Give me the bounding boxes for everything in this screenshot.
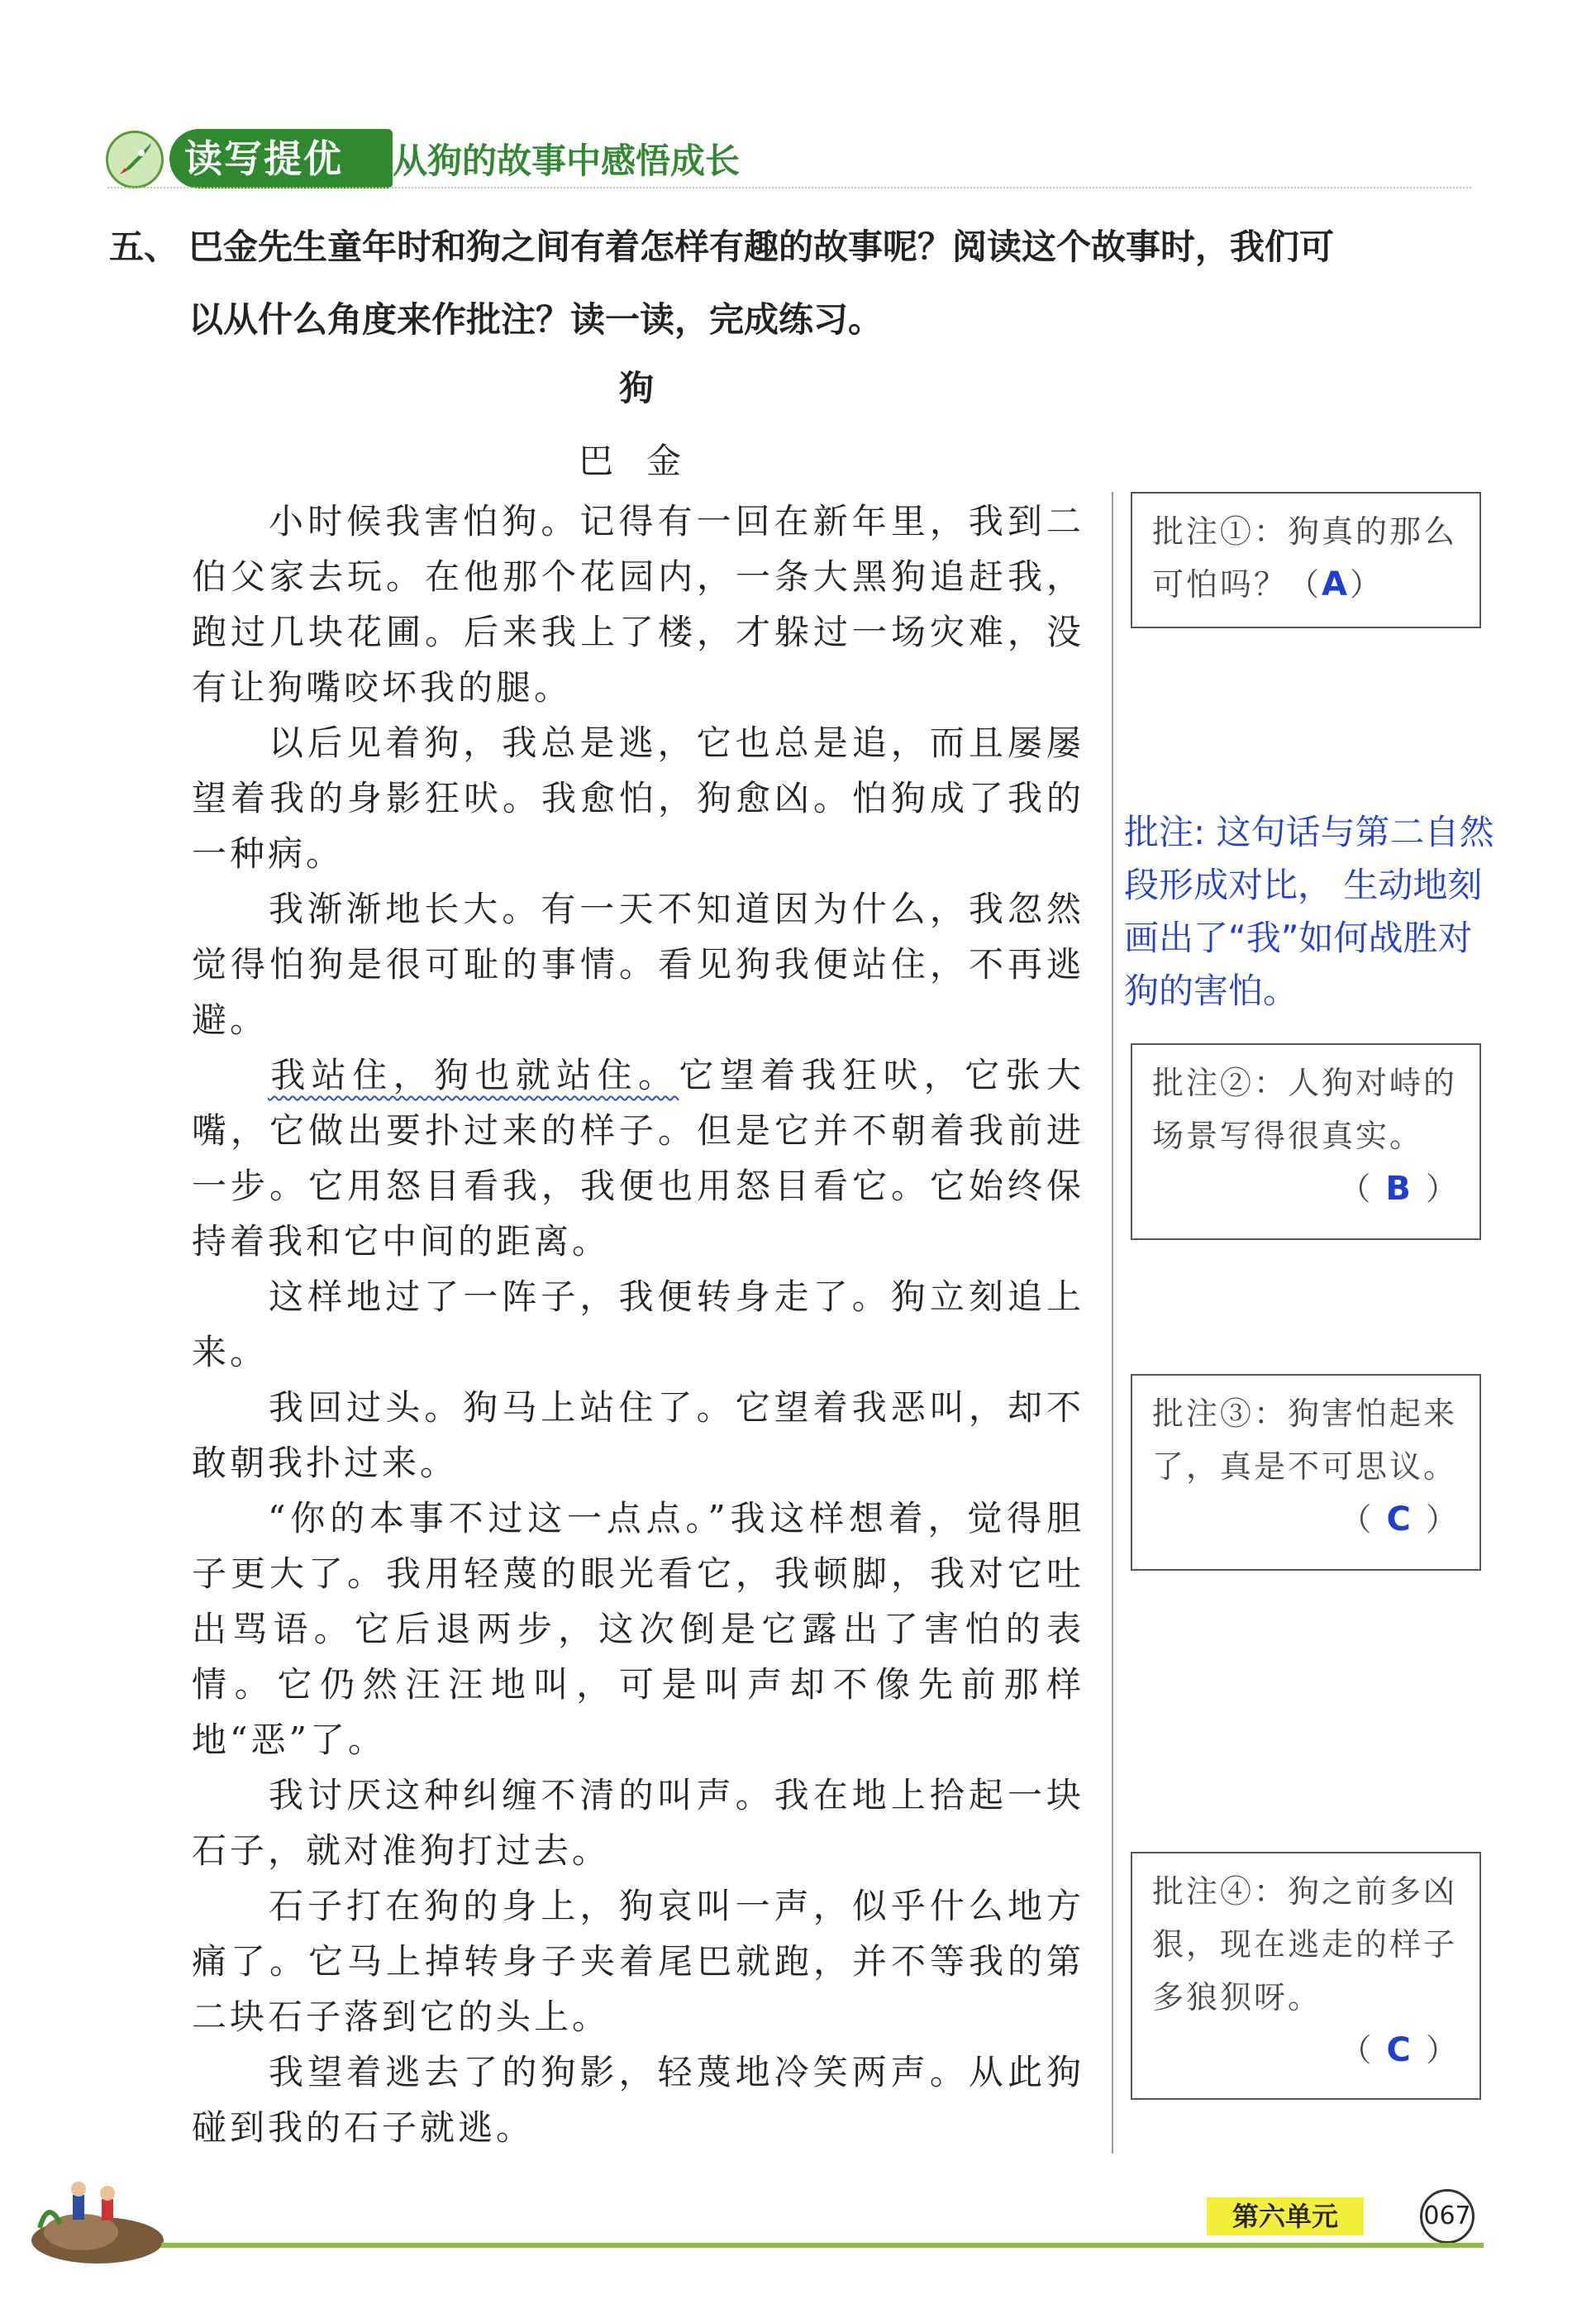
paragraph-8-text: 我讨厌这种纠缠不清的叫声。我在地上拾起一块石子，就对准狗打过去。	[192, 1775, 1084, 1871]
footer-illustration	[23, 2149, 164, 2265]
annotation-2-text: 批注②：人狗对峙的场景写得很真实。	[1152, 1065, 1458, 1154]
annotation-2-answer[interactable]: B	[1385, 1170, 1413, 1208]
annotation-2-answer-line	[1152, 1162, 1460, 1215]
annotation-4-open: （	[1340, 2032, 1374, 2068]
column-divider	[1112, 492, 1113, 2154]
paragraph-3	[192, 881, 1084, 1047]
annotation-4-close: ）	[1425, 2032, 1460, 2068]
handwritten-note: 批注: 这句话与第二自然段形成对比， 生动地刻画出了“我”如何战胜对狗的害怕。	[1124, 812, 1494, 1011]
paragraph-7-text: “你的本事不过这一点点。”我这样想着，觉得胆子更大了。我用轻蔑的眼光看它，我顿脚，我对它吐出骂语。它后退两步，这次倒是它露出了害怕的表情。它仍然汪汪地叫，可是叫声却不像先前那样地“恶”了。	[192, 1498, 1084, 1760]
paragraph-5-text: 这样地过了一阵子，我便转身走了。狗立刻追上来。	[192, 1276, 1084, 1372]
question-line-2: 以从什么角度来作批注？读一读，完成练习。	[188, 299, 884, 340]
annotation-2-close: ）	[1425, 1171, 1460, 1207]
question-prompt	[109, 211, 1481, 356]
underlined-sentence: 我站住，狗也就站住。	[268, 1055, 679, 1095]
annotation-1-answer[interactable]: A	[1322, 565, 1350, 603]
unit-label: 第六单元	[1207, 2197, 1364, 2235]
question-number: 五、	[109, 227, 179, 267]
annotation-4-text: 批注④：狗之前多凶狠，现在逃走的样子多狼狈呀。	[1152, 1873, 1458, 2015]
paragraph-2-text: 以后见着狗，我总是逃，它也总是追，而且屡屡望着我的身影狂吠。我愈怕，狗愈凶。怕狗成了我的一种病。	[192, 723, 1084, 874]
paragraph-5	[192, 1269, 1084, 1380]
rocket-icon	[106, 131, 164, 188]
annotation-3-close: ）	[1425, 1501, 1460, 1538]
paragraph-3-text: 我渐渐地长大。有一天不知道因为什么，我忽然觉得怕狗是很可耻的事情。看见狗我便站住，不再逃避。	[192, 889, 1084, 1040]
paragraph-1	[192, 494, 1084, 715]
paragraph-9	[192, 1878, 1084, 2044]
section-subtitle: 从狗的故事中感悟成长	[393, 141, 741, 181]
question-line-1: 巴金先生童年时和狗之间有着怎样有趣的故事呢？阅读这个故事时，我们可	[188, 227, 1335, 267]
annotation-3-answer[interactable]: C	[1386, 1500, 1413, 1538]
annotation-box-3	[1131, 1374, 1481, 1571]
annotation-3-answer-line	[1152, 1493, 1460, 1546]
annotation-1-text: 批注①：狗真的那么可怕吗？（	[1152, 513, 1458, 603]
annotation-3-open: （	[1340, 1501, 1374, 1538]
annotation-4-answer-line	[1152, 2024, 1460, 2077]
annotation-box-1	[1131, 492, 1481, 628]
header-divider	[107, 187, 1471, 190]
annotation-2-open: （	[1339, 1171, 1374, 1207]
paragraph-7	[192, 1491, 1084, 1767]
annotation-box-2	[1131, 1043, 1481, 1240]
paragraph-10-text: 我望着逃去了的狗影，轻蔑地冷笑两声。从此狗碰到我的石子就逃。	[192, 2052, 1084, 2148]
article-body	[192, 494, 1084, 2155]
annotation-1-close: ）	[1349, 566, 1384, 603]
article-title: 狗	[618, 368, 654, 408]
page-number: 067	[1420, 2189, 1475, 2244]
section-label: 读写提优	[169, 129, 393, 188]
paragraph-1-text: 小时候我害怕狗。记得有一回在新年里，我到二伯父家去玩。在他那个花园内，一条大黑狗追赶我，跑过几块花圃。后来我上了楼，才躲过一场灾难，没有让狗嘴咬坏我的腿。	[192, 501, 1084, 708]
annotation-4-answer[interactable]: C	[1386, 2031, 1413, 2069]
paragraph-6	[192, 1380, 1084, 1491]
paragraph-6-text: 我回过头。狗马上站住了。它望着我恶叫，却不敢朝我扑过来。	[192, 1387, 1084, 1483]
footer-line	[161, 2243, 1484, 2248]
paragraph-2	[192, 715, 1084, 881]
annotation-3-text: 批注③：狗害怕起来了，真是不可思议。	[1152, 1395, 1458, 1485]
paragraph-4	[192, 1047, 1084, 1269]
annotation-box-4	[1131, 1852, 1481, 2100]
article-author: 巴金	[579, 441, 715, 481]
paragraph-8	[192, 1767, 1084, 1878]
paragraph-10	[192, 2044, 1084, 2155]
paragraph-9-text: 石子打在狗的身上，狗哀叫一声，似乎什么地方痛了。它马上掉转身子夹着尾巴就跑，并不等我的第二块石子落到它的头上。	[192, 1886, 1084, 2037]
paragraph-4-text: 它望着我狂吠，它张大嘴，它做出要扑过来的样子。但是它并不朝着我前进一步。它用怒目看我，我便也用怒目看它。它始终保持着我和它中间的距离。	[192, 1055, 1084, 1262]
